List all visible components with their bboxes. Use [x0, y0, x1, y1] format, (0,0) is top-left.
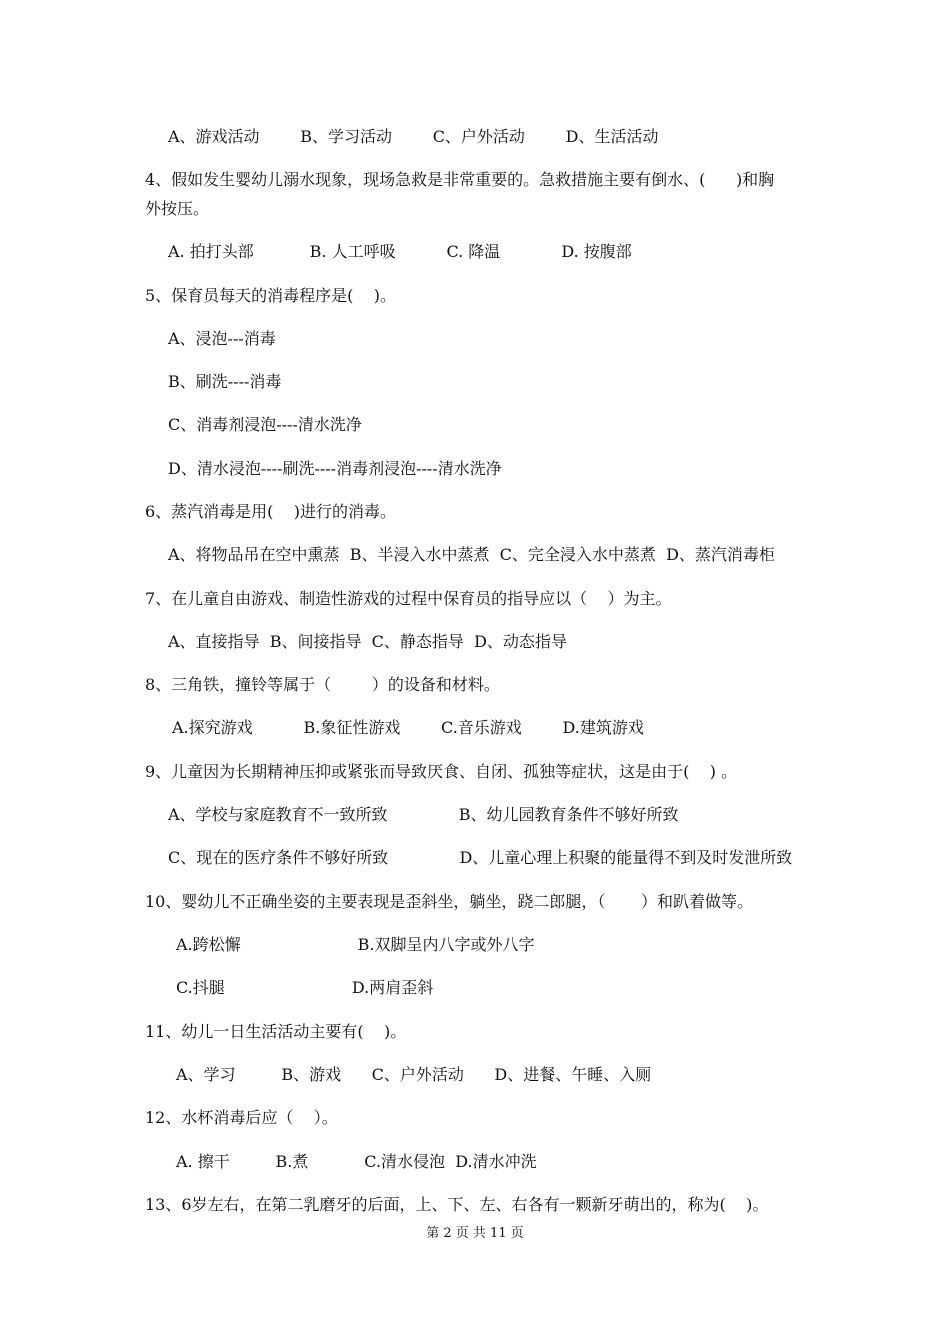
q8-options: A.探究游戏 B.象征性游戏 C.音乐游戏 D.建筑游戏 — [172, 718, 644, 737]
q4-options: A. 拍打头部 B. 人工呼吸 C. 降温 D. 按腹部 — [168, 242, 632, 261]
q6-options: A、将物品吊在空中熏蒸 B、半浸入水中蒸煮 C、完全浸入水中蒸煮 D、蒸汽消毒柜 — [168, 545, 775, 564]
q11-stem: 11、幼儿一日生活活动主要有( )。 — [145, 1022, 407, 1041]
q13-stem: 13、6岁左右，在第二乳磨牙的后面，上、下、左、右各有一颗新牙萌出的，称为( )。 — [145, 1195, 769, 1214]
q4-stem-continued: 外按压。 — [145, 199, 210, 218]
q10-options-cd: C.抖腿 D.两肩歪斜 — [176, 978, 434, 997]
q9-options-ab: A、学校与家庭教育不一致所致 B、幼儿园教育条件不够好所致 — [168, 805, 679, 824]
q3-options: A、游戏活动 B、学习活动 C、户外活动 D、生活活动 — [168, 127, 659, 146]
q12-stem: 12、水杯消毒后应（ ）。 — [145, 1108, 338, 1127]
q12-options: A. 擦干 B.煮 C.清水侵泡 D.清水冲洗 — [176, 1152, 537, 1171]
page-number-footer: 第 2 页 共 11 页 — [426, 1226, 524, 1241]
q10-stem: 10、婴幼儿不正确坐姿的主要表现是歪斜坐，躺坐，跷二郎腿，（ ）和趴着做等。 — [145, 892, 753, 911]
q6-stem: 6、蒸汽消毒是用( )进行的消毒。 — [145, 502, 397, 521]
q5-option-d: D、清水浸泡----刷洗----消毒剂浸泡----清水洗净 — [168, 459, 502, 478]
q7-options: A、直接指导 B、间接指导 C、静态指导 D、动态指导 — [168, 632, 567, 651]
q5-option-b: B、刷洗----消毒 — [168, 372, 282, 391]
q9-options-cd: C、现在的医疗条件不够好所致 D、儿童心理上积聚的能量得不到及时发泄所致 — [168, 848, 793, 867]
q9-stem: 9、儿童因为长期精神压抑或紧张而导致厌食、自闭、孤独等症状，这是由于( ) 。 — [145, 762, 738, 781]
q10-options-ab: A.跨松懈 B.双脚呈内八字或外八字 — [176, 935, 535, 954]
q5-stem: 5、保育员每天的消毒程序是( )。 — [145, 286, 397, 305]
q11-options: A、学习 B、游戏 C、户外活动 D、进餐、午睡、入厕 — [176, 1065, 652, 1084]
q5-option-c: C、消毒剂浸泡----清水洗净 — [168, 415, 362, 434]
q4-stem: 4、假如发生婴幼儿溺水现象，现场急救是非常重要的。急救措施主要有倒水、( )和胸 — [145, 170, 775, 189]
q5-option-a: A、浸泡---消毒 — [168, 329, 276, 348]
q8-stem: 8、三角铁，撞铃等属于（ ）的设备和材料。 — [145, 675, 500, 694]
q7-stem: 7、在儿童自由游戏、制造性游戏的过程中保育员的指导应以（ ）为主。 — [145, 589, 672, 608]
